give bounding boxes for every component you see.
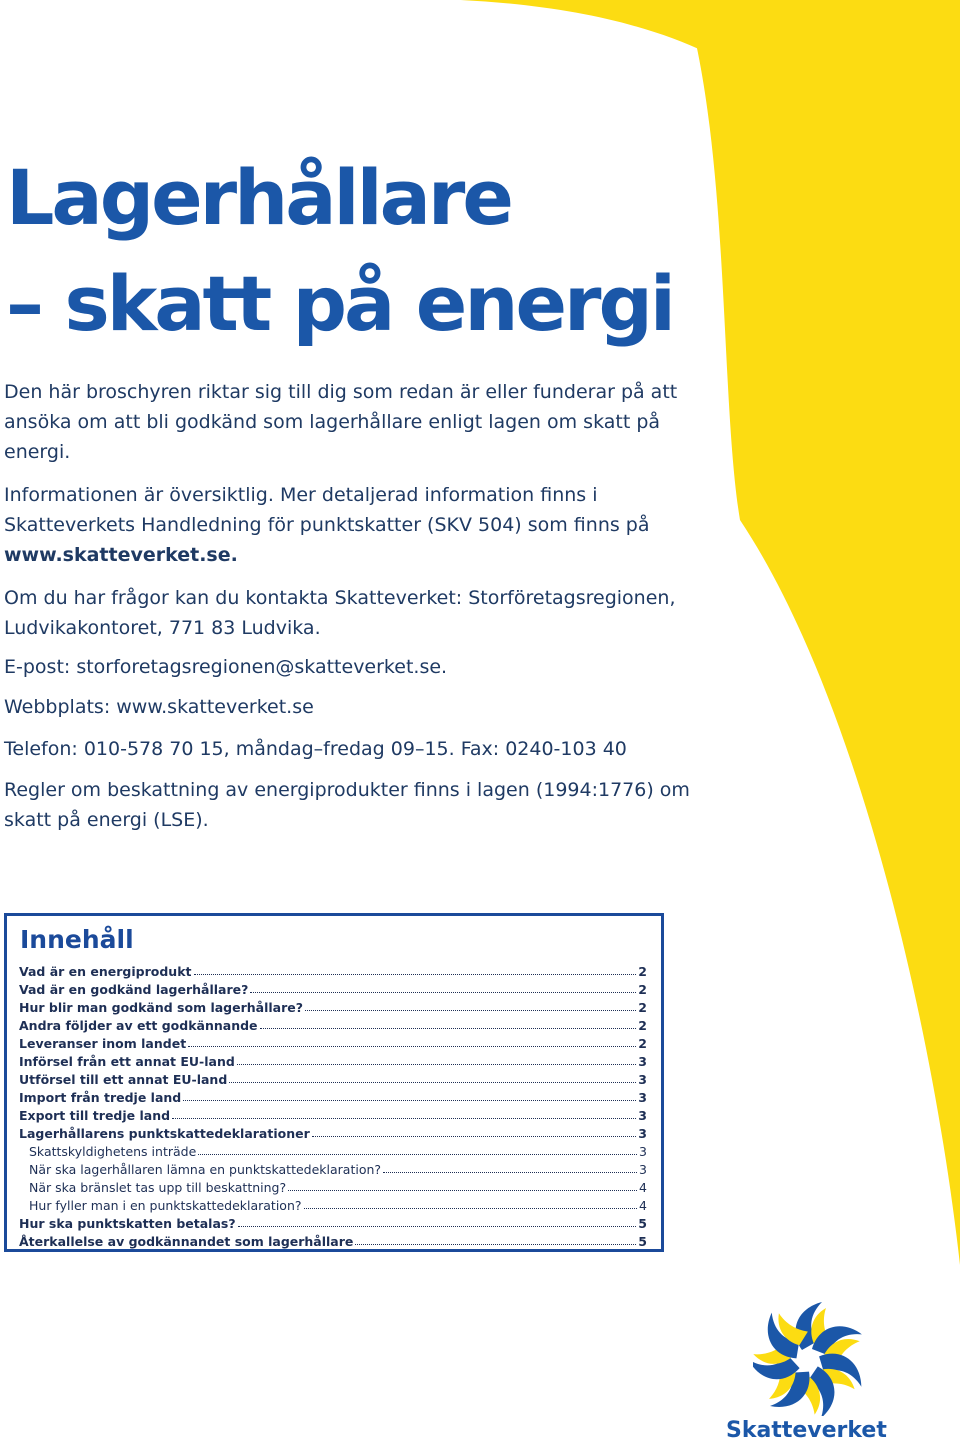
toc-item[interactable]: [19, 1141, 647, 1159]
toc-item[interactable]: [19, 1213, 647, 1231]
toc-item-page: 3: [638, 1126, 647, 1141]
toc-leader-dots: [237, 1064, 636, 1065]
toc-leader-dots: [305, 1010, 636, 1011]
toc-item[interactable]: [19, 979, 647, 997]
toc-item-page: 3: [638, 1072, 647, 1087]
toc-item-page: 5: [638, 1234, 647, 1249]
toc-leader-dots: [194, 974, 637, 975]
toc-item-page: 2: [638, 964, 647, 979]
toc-item[interactable]: [19, 1177, 647, 1195]
toc-item-title: Andra följder av ett godkännande: [19, 1018, 258, 1033]
toc-leader-dots: [198, 1154, 637, 1155]
toc-leader-dots: [312, 1136, 637, 1137]
toc-item-page: 3: [638, 1090, 647, 1105]
skatteverket-logo: [718, 1298, 898, 1448]
toc-leader-dots: [250, 992, 636, 993]
toc-item-page: 2: [638, 982, 647, 997]
toc-item-page: 4: [639, 1198, 647, 1213]
skatteverket-crown-icon: [753, 1298, 863, 1416]
toc-item[interactable]: [19, 1159, 647, 1177]
toc-leader-dots: [172, 1118, 636, 1119]
toc-item-title: När ska bränslet tas upp till beskattning?: [29, 1180, 287, 1195]
toc-leader-dots: [229, 1082, 636, 1083]
intro-paragraph: Den här broschyren riktar sig till dig som redan är eller funderar på att ansöka om att bli godkänd som lagerhållare enligt lagen om skatt på energi.: [4, 381, 678, 463]
toc-item-title: Hur fyller man i en punktskattedeklaration?: [29, 1198, 302, 1213]
toc-item[interactable]: [19, 997, 647, 1015]
toc-item-title: Införsel från ett annat EU-land: [19, 1054, 235, 1069]
toc-leader-dots: [260, 1028, 637, 1029]
info-paragraph: [4, 480, 724, 570]
email-line: E-post: storforetagsregionen@skatteverket.se.: [4, 656, 448, 678]
toc-leader-dots: [188, 1046, 636, 1047]
toc-item-title: Återkallelse av godkännandet som lagerhållare: [19, 1234, 354, 1249]
toc-item-title: Skattskyldighetens inträde: [29, 1144, 197, 1159]
toc-item-title: Lagerhållarens punktskattedeklarationer: [19, 1126, 310, 1141]
toc-item-page: 3: [638, 1054, 647, 1069]
toc-item-title: Vad är en energiprodukt: [19, 964, 192, 979]
website-line: Webbplats: www.skatteverket.se: [4, 696, 314, 718]
toc-item[interactable]: [19, 1195, 647, 1213]
toc-leader-dots: [288, 1190, 637, 1191]
toc-item-title: Import från tredje land: [19, 1090, 182, 1105]
toc-item-title: Vad är en godkänd lagerhållare?: [19, 982, 249, 997]
toc-item[interactable]: [19, 1105, 647, 1123]
toc-leader-dots: [355, 1244, 636, 1245]
toc-item-title: Hur ska punktskatten betalas?: [19, 1216, 236, 1231]
toc-item[interactable]: [19, 1051, 647, 1069]
toc-list: [19, 961, 647, 1249]
toc-item-page: 4: [639, 1180, 647, 1195]
toc-item-title: Leveranser inom landet: [19, 1036, 187, 1051]
toc-leader-dots: [304, 1208, 638, 1209]
toc-item-page: 3: [639, 1162, 647, 1177]
toc-item-page: 3: [638, 1108, 647, 1123]
phone-line: Telefon: 010-578 70 15, måndag–fredag 09–15. Fax: 0240-103 40: [4, 738, 627, 760]
toc-item-page: 5: [638, 1216, 647, 1231]
toc-item-page: 3: [639, 1144, 647, 1159]
toc-item-page: 2: [638, 1000, 647, 1015]
toc-item[interactable]: [19, 1015, 647, 1033]
toc-item-title: Hur blir man godkänd som lagerhållare?: [19, 1000, 303, 1015]
toc-item[interactable]: [19, 1123, 647, 1141]
contact-paragraph: Om du har frågor kan du kontakta Skatteverket: Storföretagsregionen, Ludvikakontoret, 771 83 Ludvika.: [4, 587, 676, 639]
toc-leader-dots: [183, 1100, 636, 1101]
toc-leader-dots: [238, 1226, 637, 1227]
toc-leader-dots: [383, 1172, 637, 1173]
toc-item-page: 2: [638, 1018, 647, 1033]
toc-item[interactable]: [19, 1231, 647, 1249]
page-title-line-2: – skatt på energi: [6, 259, 673, 348]
toc-item[interactable]: [19, 1069, 647, 1087]
logo-text: Skatteverket: [726, 1418, 887, 1443]
toc-item[interactable]: [19, 961, 647, 979]
toc-item-title: Utförsel till ett annat EU-land: [19, 1072, 228, 1087]
website-link[interactable]: www.skatteverket.se.: [4, 544, 238, 566]
toc-item[interactable]: [19, 1087, 647, 1105]
toc-item-page: 2: [638, 1036, 647, 1051]
law-paragraph: Regler om beskattning av energiprodukter finns i lagen (1994:1776) om skatt på energi (LSE).: [4, 779, 690, 831]
toc-item-title: När ska lagerhållaren lämna en punktskattedeklaration?: [29, 1162, 382, 1177]
toc-heading: Innehåll: [20, 925, 134, 954]
info-text: Informationen är översiktlig. Mer detaljerad information finns i Skatteverkets Handledning för punktskatter (SKV 504) som finns på: [4, 484, 650, 536]
page-title-line-1: Lagerhållare: [6, 153, 511, 242]
table-of-contents: [4, 913, 664, 1252]
toc-item-title: Export till tredje land: [19, 1108, 171, 1123]
toc-item[interactable]: [19, 1033, 647, 1051]
